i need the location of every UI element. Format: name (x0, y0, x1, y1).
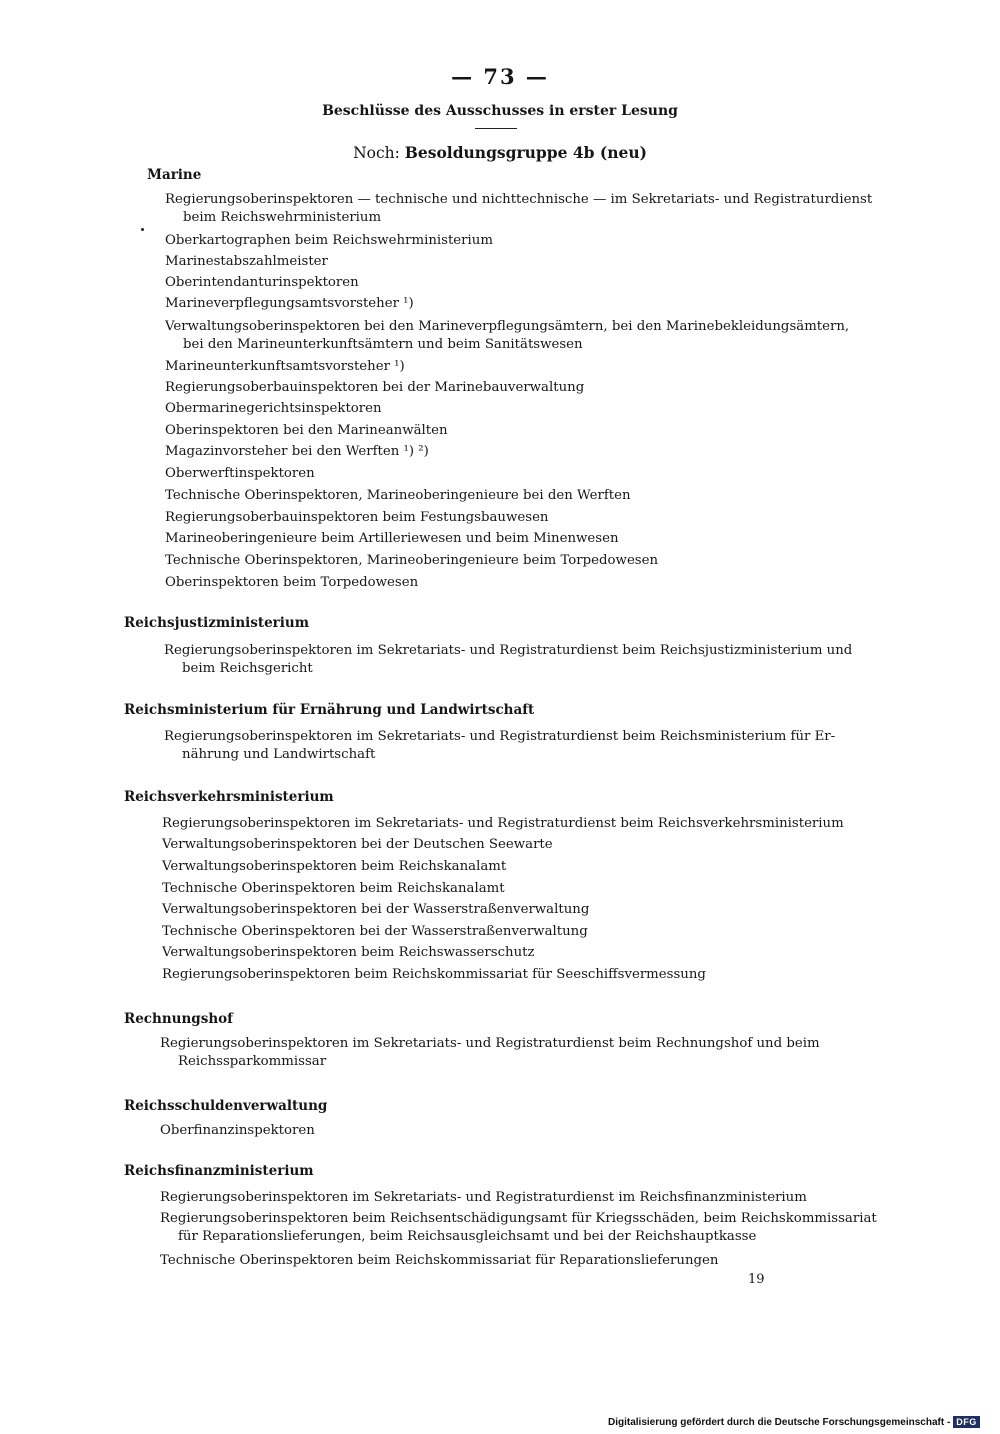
entry-text-continuation: nährung und Landwirtschaft (182, 747, 376, 762)
section-heading: Reichsfinanzministerium (124, 1163, 314, 1179)
entry-text: Regierungsoberinspektoren im Sekretariats- und Registraturdienst im Reichsfinanzministerium (160, 1190, 807, 1205)
page-number: — 73 — (451, 64, 549, 89)
entry-text-continuation: bei den Marineunterkunftsämtern und beim Sanitätswesen (183, 337, 583, 352)
section-heading: Rechnungshof (124, 1011, 233, 1027)
section-heading: Reichsministerium für Ernährung und Landwirtschaft (124, 702, 535, 718)
entry-text: Marinestabszahlmeister (165, 254, 328, 269)
list-item (162, 856, 506, 877)
entry-text: Verwaltungsoberinspektoren bei der Deutschen Seewarte (162, 837, 553, 852)
entry-text: Marineunterkunftsamtsvorsteher ¹) (165, 359, 405, 374)
list-item (165, 272, 359, 293)
section-heading: Reichsschuldenverwaltung (124, 1098, 328, 1114)
entry-text: Regierungsoberinspektoren im Sekretariats- und Registraturdienst beim Reichsverkehrsministerium (162, 816, 844, 831)
list-item (165, 316, 849, 355)
section-heading: Reichsverkehrsministerium (124, 789, 334, 805)
list-item (162, 921, 588, 942)
list-item (165, 189, 872, 228)
entry-text: Marineverpflegungsamtsvorsteher ¹) (165, 296, 414, 311)
entry-text: Oberintendanturinspektoren (165, 275, 359, 290)
entry-text: Technische Oberinspektoren beim Reichskommissariat für Reparationslieferungen (160, 1253, 719, 1268)
entry-text: Regierungsoberbauinspektoren bei der Marinebauverwaltung (165, 380, 585, 395)
entry-text: Verwaltungsoberinspektoren beim Reichskanalamt (162, 859, 507, 874)
entry-text: Oberinspektoren bei den Marineanwälten (165, 423, 448, 438)
list-item (165, 441, 429, 462)
entry-text: Regierungsoberinspektoren beim Reichskommissariat für Seeschiffsvermessung (162, 967, 706, 982)
entry-text: Regierungsoberinspektoren im Sekretariats- und Registraturdienst beim Reichsjustizministerium und (164, 643, 853, 658)
stray-dot (141, 228, 144, 231)
list-item (162, 878, 505, 899)
list-item (165, 398, 382, 419)
list-item (164, 726, 835, 765)
list-item (160, 1120, 315, 1141)
list-item (162, 964, 706, 985)
entry-text: Technische Oberinspektoren beim Reichskanalamt (162, 881, 505, 896)
list-item (160, 1250, 718, 1271)
entry-text: Verwaltungsoberinspektoren beim Reichswasserschutz (162, 945, 535, 960)
list-item (164, 640, 852, 679)
entry-text: Verwaltungsoberinspektoren bei der Wasserstraßenverwaltung (162, 902, 590, 917)
title-rule (475, 128, 517, 129)
list-item (165, 251, 328, 272)
sheet-number: 19 (748, 1272, 765, 1287)
dfg-logo: DFG (953, 1416, 980, 1428)
entry-text-continuation: beim Reichsgericht (182, 661, 313, 676)
entry-text: Technische Oberinspektoren bei der Wasserstraßenverwaltung (162, 924, 588, 939)
entry-text: Magazinvorsteher bei den Werften ¹) ²) (165, 444, 429, 459)
footer (608, 1416, 980, 1428)
list-item (162, 899, 589, 920)
list-item (160, 1187, 807, 1208)
list-item (165, 420, 448, 441)
entry-text: Regierungsoberinspektoren beim Reichsentschädigungsamt für Kriegsschäden, beim Reichskommissariat (160, 1211, 877, 1226)
entry-text: Oberinspektoren beim Torpedowesen (165, 575, 419, 590)
list-item (165, 463, 315, 484)
list-item (162, 813, 844, 834)
entry-text: Regierungsoberinspektoren — technische und nichttechnische — im Sekretariats- und Registraturdienst (165, 192, 873, 207)
list-item (162, 834, 553, 855)
list-item (160, 1208, 877, 1247)
group-prefix: Noch: (353, 144, 400, 162)
entry-text: Regierungsoberinspektoren im Sekretariats- und Registraturdienst beim Reichsministerium für Er- (164, 729, 836, 744)
list-item (165, 528, 619, 549)
entry-text-continuation: Reichssparkommissar (178, 1054, 327, 1069)
entry-text: Obermarinegerichtsinspektoren (165, 401, 382, 416)
entry-text: Oberfinanzinspektoren (160, 1123, 315, 1138)
entry-text: Technische Oberinspektoren, Marineoberingenieure bei den Werften (165, 488, 631, 503)
section-heading: Reichsjustizministerium (124, 615, 310, 631)
list-item (165, 507, 549, 528)
list-item (165, 230, 493, 251)
committee-title: Beschlüsse des Ausschusses in erster Lesung (322, 103, 678, 119)
footer-text: Digitalisierung gefördert durch die Deutsche Forschungsgemeinschaft - (608, 1416, 951, 1428)
list-item (165, 550, 658, 571)
list-item (165, 356, 405, 377)
list-item (160, 1033, 820, 1072)
entry-text: Oberkartographen beim Reichswehrministerium (165, 233, 493, 248)
group-title (0, 143, 1000, 162)
entry-text: Marineoberingenieure beim Artilleriewesen und beim Minenwesen (165, 531, 619, 546)
list-item (165, 293, 414, 314)
entry-text: Regierungsoberbauinspektoren beim Festungsbauwesen (165, 510, 549, 525)
section-heading: Marine (147, 167, 202, 183)
entry-text: Oberwerftinspektoren (165, 466, 315, 481)
group-name: Besoldungsgruppe 4b (neu) (404, 143, 647, 162)
list-item (165, 485, 631, 506)
entry-text-continuation: beim Reichswehrministerium (183, 210, 382, 225)
entry-text: Regierungsoberinspektoren im Sekretariats- und Registraturdienst beim Rechnungshof und beim (160, 1036, 820, 1051)
entry-text: Technische Oberinspektoren, Marineoberingenieure beim Torpedowesen (165, 553, 659, 568)
list-item (162, 942, 535, 963)
entry-text-continuation: für Reparationslieferungen, beim Reichsausgleichsamt und bei der Reichshauptkasse (178, 1229, 757, 1244)
list-item (165, 572, 418, 593)
entry-text: Verwaltungsoberinspektoren bei den Marineverpflegungsämtern, bei den Marinebekleidungsämtern, (165, 319, 850, 334)
list-item (165, 377, 584, 398)
